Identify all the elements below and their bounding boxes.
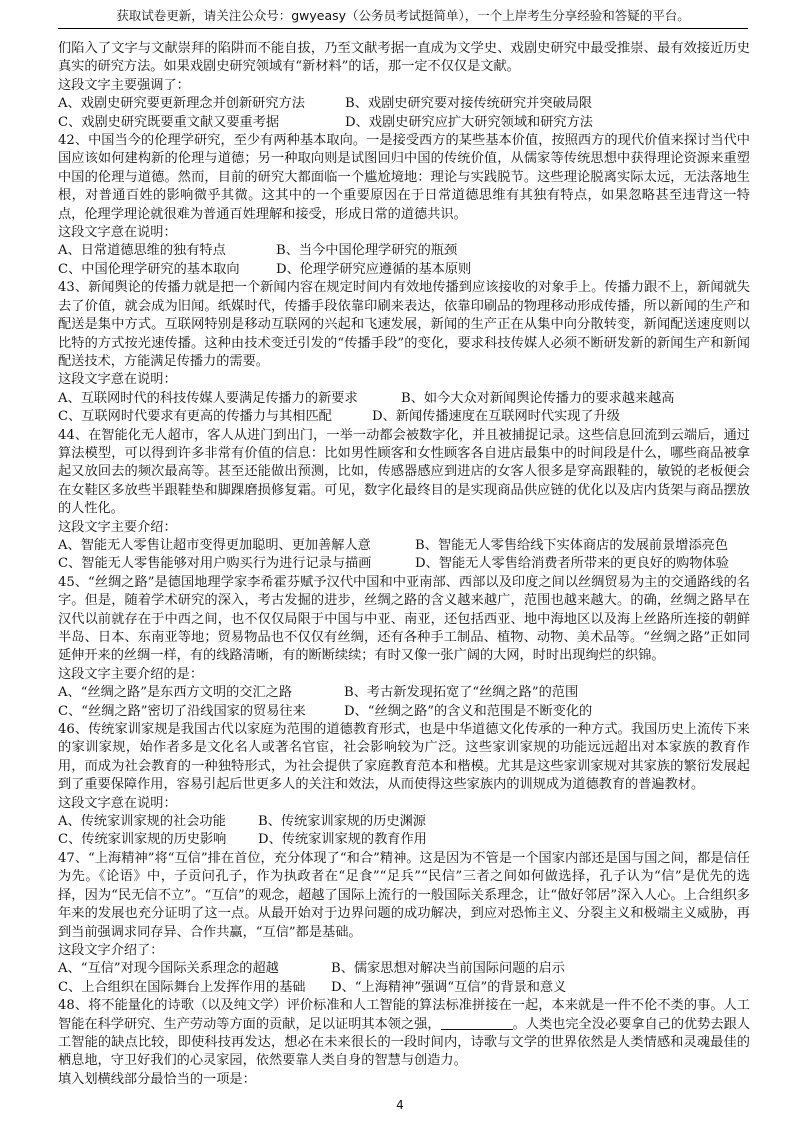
q46-options-row-2 bbox=[58, 831, 750, 849]
q43-stem: 43、新闻舆论的传播力就是把一个新闻内容在规定时间内有效地传播到应该接收的对象手上。传播力跟不上，新闻就失去了价值，就会成为旧闻。纸媒时代，传播手段依靠印刷来表达，依靠印刷品的物理移动形成传播，所以新闻的生产和配送是集中方式。互联网特别是移动互联网的兴起和飞速发展，新闻的生产正在从集中向分散转变，新闻配送速度则以比特的方式按光速传播。这种由技术变迁引发的“传播手段”的变化，要求科技传媒人必须不断研发新的新闻生产和新闻配送技术，方能满足传播力的需要。 bbox=[58, 280, 750, 369]
q47-option-d: D、“上海精神”强调“互信”的背景和意义 bbox=[331, 979, 567, 995]
q41-options-row-1 bbox=[58, 95, 750, 113]
q45-options-row-2 bbox=[58, 703, 750, 721]
q42-option-c: C、中国伦理学研究的基本取向 bbox=[58, 261, 240, 277]
q41-option-b: B、戏剧史研究要对接传统研究并突破局限 bbox=[345, 96, 593, 112]
q48-prompt: 填入划横线部分最恰当的一项是： bbox=[58, 1071, 256, 1087]
q45-option-a: A、“丝绸之路”是东西方文明的交汇之路 bbox=[58, 685, 293, 701]
page-number: 4 bbox=[396, 1098, 404, 1112]
q44-option-a: A、智能无人零售让超市变得更加聪明、更加善解人意 bbox=[58, 537, 371, 553]
q43-prompt: 这段文字意在说明： bbox=[58, 372, 177, 388]
q41-option-c: C、戏剧史研究既要重文献又要重考据 bbox=[58, 114, 280, 130]
q44-option-d: D、智能无人零售给消费者所带来的更良好的购物体验 bbox=[415, 556, 729, 572]
q42-prompt: 这段文字意在说明： bbox=[58, 225, 177, 241]
q41-options-row-2 bbox=[58, 114, 750, 132]
q46-prompt: 这段文字意在说明： bbox=[58, 795, 177, 811]
q42-option-a: A、日常道德思维的独有特点 bbox=[58, 243, 226, 259]
q45-stem: 45、“丝绸之路”是德国地理学家李希霍芬赋予汉代中国和中亚南部、西部以及印度之间以丝绸贸易为主的交通路线的名字。但是，随着学术研究的深入，考古发掘的进步，丝绸之路的含义越来越广，范围也越来越大。的确，丝绸之路早在汉代以前就存在于中西之间，也不仅仅局限于中国与中亚、南亚，还包括西亚、地中海地区以及海上丝路所连接的朝鲜半岛、日本、东南亚等地；贸易物品也不仅仅有丝绸，还有各种手工制品、植物、动物、美术品等。“丝绸之路”正如同延伸开来的丝绸一样，有的线路清晰，有的断断续续；有时又像一张广阔的大网，时时出现绚烂的织锦。 bbox=[58, 574, 750, 664]
q44-options-row-1 bbox=[58, 537, 750, 555]
q41-option-a: A、戏剧史研究要更新理念并创新研究方法 bbox=[58, 96, 305, 112]
q45-options-row-1 bbox=[58, 684, 750, 702]
q45-prompt: 这段文字主要介绍的是： bbox=[58, 666, 204, 682]
q45-option-d: D、“丝绸之路”的含义和范围是不断变化的 bbox=[344, 703, 593, 719]
q43-option-d: D、新闻传播速度在互联网时代实现了升级 bbox=[372, 409, 620, 425]
q43-options-row-2 bbox=[58, 408, 750, 426]
q46-option-c: C、传统家训家规的历史影响 bbox=[58, 832, 227, 848]
q41-prompt: 这段文字主要强调了： bbox=[58, 77, 190, 93]
q46-option-a: A、传统家训家规的社会功能 bbox=[58, 814, 226, 830]
q43-option-c: C、互联网时代要求有更高的传播力与其相匹配 bbox=[58, 409, 332, 425]
answer-blank bbox=[441, 1016, 513, 1030]
q46-option-d: D、传统家训家规的教育作用 bbox=[258, 832, 427, 848]
q48-stem bbox=[58, 997, 750, 1071]
q41-option-d: D、戏剧史研究应扩大研究领域和研究方法 bbox=[345, 114, 593, 130]
q48-stem-after: 。人类也完全没必要拿自己的优势去跟人工智能的缺点比较，即使科技再发达，想必在未来很长的一段时间内，诗歌与文学的世界依然是人类情感和灵魂最佳的栖息地，守卫好我们的心灵家园，依然要靠人类自身的智慧与创造力。 bbox=[58, 1016, 751, 1069]
q48-stem-before: 48、将不能量化的诗歌（以及纯文学）评价标准和人工智能的算法标准拼接在一起，本来就是一件不伦不类的事。人工智能在科学研究、生产劳动等方面的贡献，足以证明其本领之强， bbox=[58, 998, 750, 1032]
q42-option-b: B、当今中国伦理学研究的瓶颈 bbox=[276, 243, 458, 259]
q47-option-a: A、“互信”对现今国际关系理念的超越 bbox=[58, 961, 279, 977]
q46-options-row-1 bbox=[58, 813, 750, 831]
q44-stem: 44、在智能化无人超市，客人从进门到出门，一举一动都会被数字化，并且被捕捉记录。这些信息回流到云端后，通过算法模型，可以得到许多非常有价值的信息：比如男性顾客和女性顾客各自进店最集中的时间段是什么，哪些商品被拿起又放回去的频次最高等。甚至还能做出预测，比如，传感器感应到进店的女客人很多是穿高跟鞋的，敏锐的老板便会在女鞋区多放些半跟鞋垫和脚踝磨损修复霜。可见，数字化最终目的是实现商品供应链的优化以及店内货架与商品摆放的人性化。 bbox=[58, 427, 750, 517]
q44-options-row-2 bbox=[58, 555, 750, 573]
q42-option-d: D、伦理学研究应遵循的基本原则 bbox=[276, 261, 472, 277]
q47-option-c: C、上合组织在国际舞台上发挥作用的基础 bbox=[58, 979, 306, 995]
q47-options-row-2 bbox=[58, 979, 750, 997]
q45-option-b: B、考古新发现拓宽了“丝绸之路”的范围 bbox=[344, 685, 579, 701]
q43-option-a: A、互联网时代的科技传媒人要满足传播力的新要求 bbox=[58, 390, 358, 406]
q44-option-c: C、智能无人零售能够对用户购买行为进行记录与描画 bbox=[58, 556, 372, 572]
q45-option-c: C、“丝绸之路”密切了沿线国家的贸易往来 bbox=[58, 703, 306, 719]
document-body bbox=[58, 40, 750, 1089]
q47-option-b: B、儒家思想对解决当前国际问题的启示 bbox=[331, 961, 565, 977]
page-header: 获取试卷更新，请关注公众号：gwyeasy（公务员考试挺简单），一个上岸考生分享经验和答疑的平台。 bbox=[58, 6, 748, 29]
q47-options-row-1 bbox=[58, 960, 750, 978]
q44-prompt: 这段文字主要介绍： bbox=[58, 519, 177, 535]
q46-option-b: B、传统家训家规的历史渊源 bbox=[258, 814, 426, 830]
q41-tail: 们陷入了文字与文献崇拜的陷阱而不能自拔，乃至文献考据一直成为文学史、戏剧史研究中最受推崇、最有效接近历史真实的研究方法。如果戏剧史研究领域有“新材料”的话，那一定不仅仅是文献。 bbox=[58, 41, 750, 75]
q46-stem: 46、传统家训家规是我国古代以家庭为范围的道德教育形式，也是中华道德文化传承的一种方式。我国历史上流传下来的家训家规，始作者多是文化名人或著名官宦，社会影响较为广泛。这些家训家规的功能远远超出对本家族的教育作用，而成为社会教育的一种独特形式，为社会提供了家庭教育范本和楷模。尤其是这些家训家规对其家族的繁衍发展起到了重要保障作用，容易引起后世更多人的关注和效法，从而使得这些家族内的训规成为道德教育的普遍教材。 bbox=[58, 722, 750, 793]
q42-options-row-1 bbox=[58, 242, 750, 260]
q43-options-row-1 bbox=[58, 390, 750, 408]
q42-options-row-2 bbox=[58, 261, 750, 279]
q43-option-b: B、如今大众对新闻舆论传播力的要求越来越高 bbox=[401, 390, 675, 406]
q47-stem: 47、“上海精神”将“互信”排在首位，充分体现了“和合”精神。这是因为不管是一个国家内部还是国与国之间，都是信任为先。《论语》中，子贡问孔子，作为执政者在“足食”“足兵”“民信”三者之间如何做选择，孔子认为“信”是优先的选择，因为“民无信不立”。“互信”的观念，超越了国际上流行的一般国际关系理念，让“做好邻居”深入人心。上合组织多年来的发展也充分证明了这一点。从最开始对于边界问题的成功解决，到应对恐怖主义、分裂主义和极端主义威胁，再到当前强调求同存异、合作共赢，“互信”都是基础。 bbox=[58, 850, 750, 940]
q42-stem: 42、中国当今的伦理学研究，至少有两种基本取向。一是接受西方的某些基本价值，按照西方的现代价值来探讨当代中国应该如何建构新的伦理与道德；另一种取向则是试图回归中国的传统价值，从儒家等传统思想中获得理论资源来重塑中国的伦理与道德。然而，目前的研究大都面临一个尴尬境地：理论与实践脱节。这些理论脱离实际太远，无法落地生根，对普通百姓的影响微乎其微。这其中的一个重要原因在于日常道德思维有其独有特点，如果忽略甚至违背这一特点，伦理学理论就很难为普通百姓理解和接受，形成日常的道德共识。 bbox=[58, 133, 750, 222]
q44-option-b: B、智能无人零售给线下实体商店的发展前景增添亮色 bbox=[415, 537, 729, 553]
q47-prompt: 这段文字介绍了： bbox=[58, 942, 164, 958]
